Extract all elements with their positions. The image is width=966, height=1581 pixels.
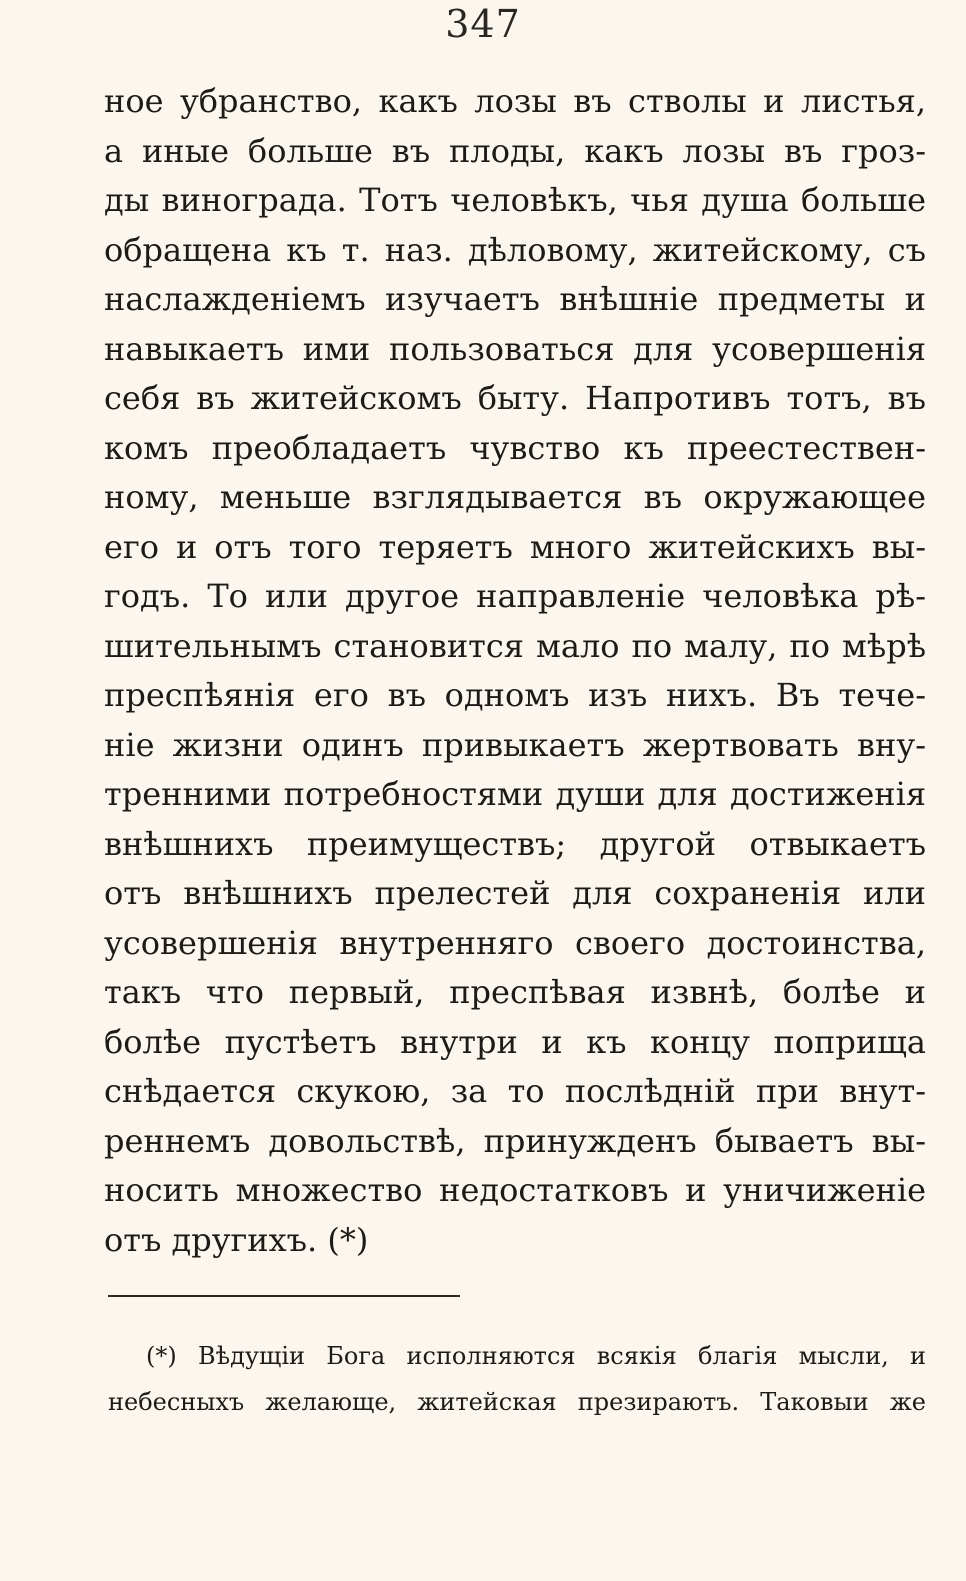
text-line: обращена къ т. наз. дѣловому, житейскому, съ: [104, 230, 926, 269]
text-line: носить множество недостатковъ и уничиженіе: [104, 1171, 926, 1209]
text-line: ды винограда. Тотъ человѣкъ, чья душа больше: [104, 181, 926, 219]
text-line: тренними потребностями души для достиженія: [104, 775, 926, 813]
footnote-line: небесныхъ желающе, житейская презираютъ. Таковыи же: [108, 1388, 926, 1416]
text-line: реннемъ довольствѣ, принужденъ бываетъ вы-: [104, 1121, 926, 1160]
text-line: навыкаетъ ими пользоваться для усовершенія: [104, 329, 926, 368]
text-line: снѣдается скукою, за то послѣдній при внут-: [104, 1072, 926, 1110]
footnote: [108, 1333, 926, 1425]
text-line: такъ что первый, преспѣвая извнѣ, болѣе и: [104, 973, 926, 1011]
text-line: шительнымъ становится мало по малу, по мѣрѣ: [104, 626, 926, 665]
text-line: годъ. То или другое направленіе человѣка рѣ-: [104, 577, 926, 615]
text-line: наслажденіемъ изучаетъ внѣшніе предметы и: [104, 280, 926, 318]
text-line: комъ преобладаетъ чувство къ преестествен-: [104, 428, 926, 467]
text-line: его и отъ того теряетъ много житейскихъ вы-: [104, 527, 926, 566]
text-line: отъ внѣшнихъ прелестей для сохраненія или: [104, 874, 926, 912]
text-line: ніе жизни одинъ привыкаетъ жертвовать вну-: [104, 725, 926, 764]
text-line: ному, меньше взглядывается въ окружающее: [104, 478, 926, 516]
text-line: преспѣянія его въ одномъ изъ нихъ. Въ тече-: [104, 676, 926, 714]
text-line: болѣе пустѣетъ внутри и къ концу поприща: [104, 1022, 926, 1061]
footnote-divider: [108, 1295, 460, 1297]
body-text: [104, 77, 926, 1265]
footnote-line: (*) Вѣдущіи Бога исполняются всякія благія мысли, и: [146, 1342, 926, 1370]
text-line: себя въ житейскомъ быту. Напротивъ тотъ, въ: [104, 379, 926, 417]
text-line: усовершенія внутренняго своего достоинства,: [104, 923, 926, 962]
text-line: а иные больше въ плоды, какъ лозы въ грoз-: [104, 131, 926, 170]
text-line-last: отъ другихъ. (*): [104, 1220, 369, 1259]
page-number: 347: [445, 2, 521, 46]
text-line: внѣшнихъ преимуществъ; другой отвыкаетъ: [104, 824, 926, 863]
text-line: ное убранство, какъ лозы въ стволы и листья,: [104, 82, 926, 120]
